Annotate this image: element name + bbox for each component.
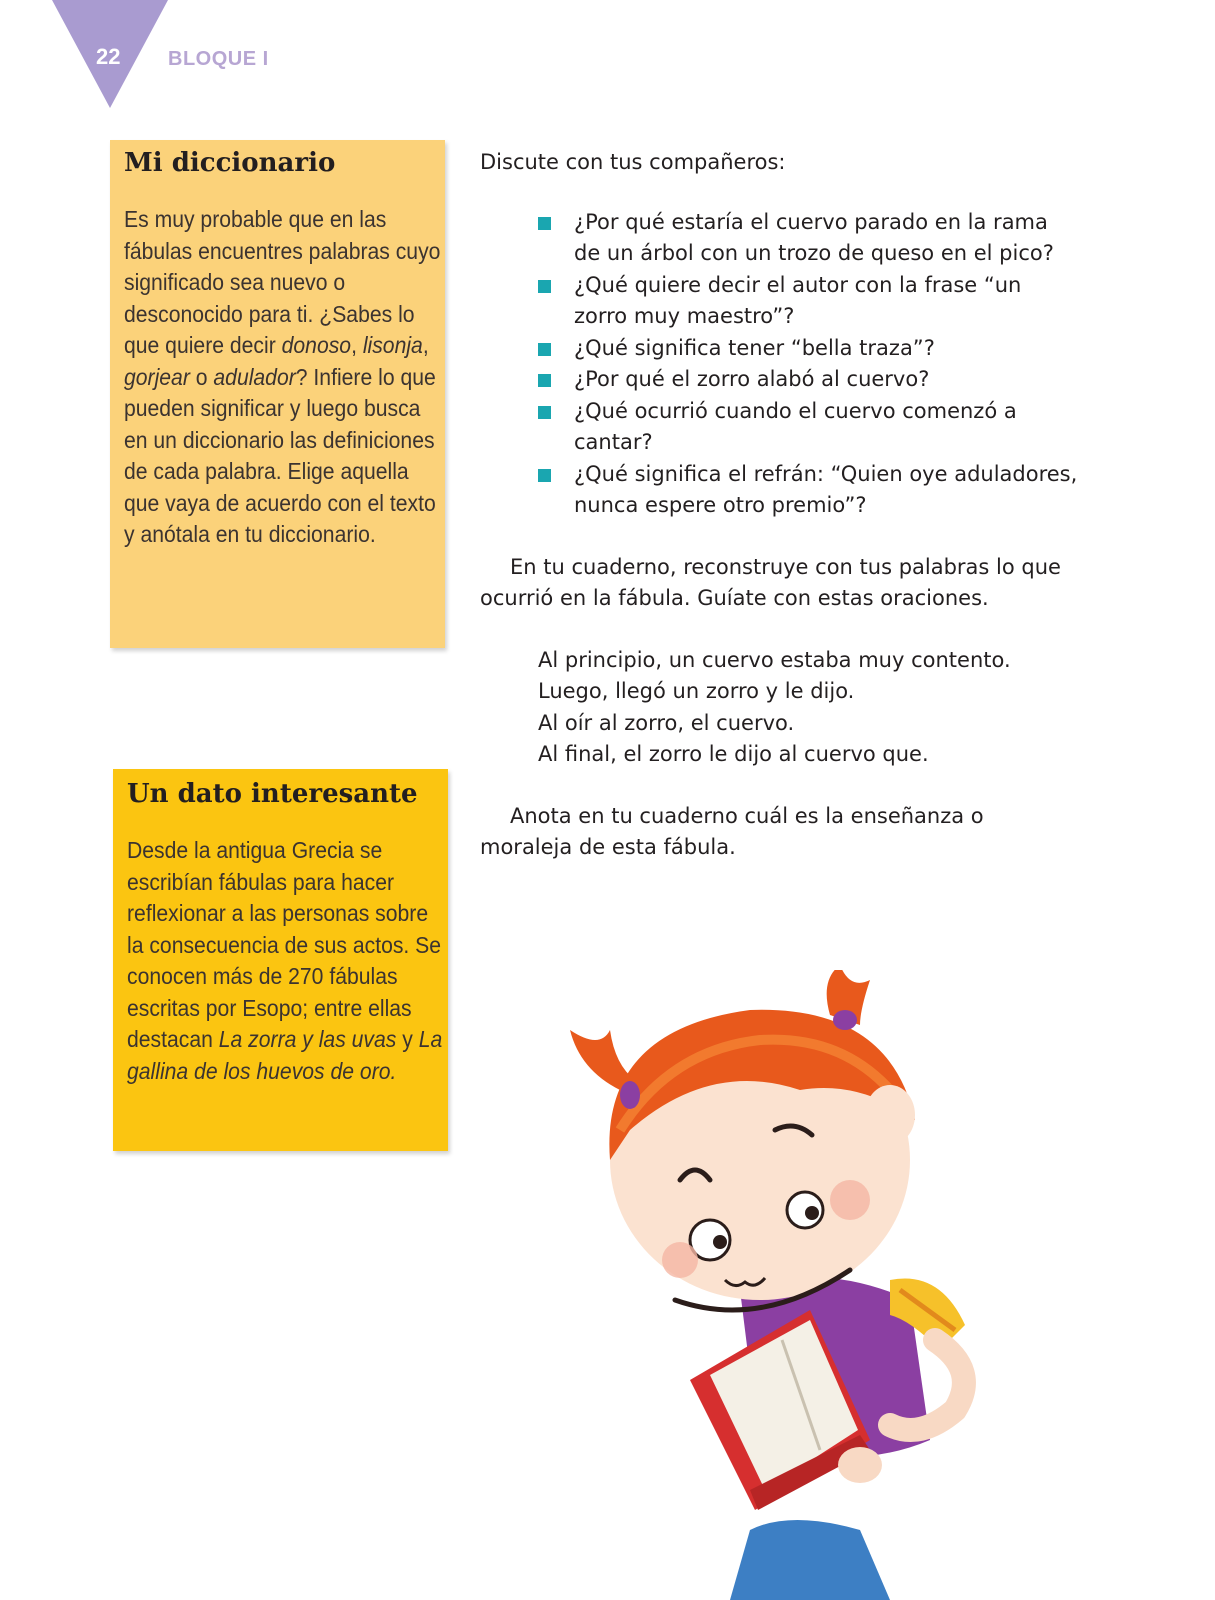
dictionary-text: Es muy probable que en las fábulas encuentres palabras cuyo significado sea nuevo o desconocido para ti. ¿Sabes lo que quiere decir donoso, lisonja, gorjear o adulador? Infiere lo que pueden significar y luego busca en un diccionario las definiciones de cada palabra. Elige aquella que vaya de acuerdo con el texto y anótala en tu diccionario. bbox=[124, 206, 441, 547]
block-label: BLOQUE I bbox=[168, 48, 269, 70]
guide-sentence: Al final, el zorro le dijo al cuervo que. bbox=[538, 742, 929, 766]
square-bullet-icon bbox=[538, 469, 551, 482]
square-bullet-icon bbox=[538, 280, 551, 293]
list-item: ¿Por qué el zorro alabó al cuervo? bbox=[536, 364, 1080, 396]
reconstruct-instruction: En tu cuaderno, reconstruye con tus palabras lo que ocurrió en la fábula. Guíate con estas oraciones. bbox=[480, 554, 1061, 610]
word-adulador: adulador bbox=[213, 363, 296, 390]
fact-text: Desde la antigua Grecia se escribían fábulas para hacer reflexionar a las personas sobre la consecuencia de sus actos. Se conocen más de 270 fábulas escritas por Esopo; entre ellas destacan La zorra y las uvas y La gallina de los huevos de oro. bbox=[127, 837, 443, 1084]
guide-sentence: Al oír al zorro, el cuervo. bbox=[538, 710, 795, 735]
square-bullet-icon bbox=[538, 217, 551, 230]
main-column bbox=[480, 147, 1080, 864]
square-bullet-icon bbox=[538, 374, 551, 387]
list-item: ¿Qué significa tener “bella traza”? bbox=[536, 333, 1080, 365]
word-donoso: donoso bbox=[281, 332, 352, 358]
page-number: 22 bbox=[96, 44, 121, 69]
guide-sentences bbox=[480, 645, 1080, 771]
list-item: ¿Qué quiere decir el autor con la frase “un zorro muy maestro”? bbox=[536, 270, 1080, 333]
moral-instruction: Anota en tu cuaderno cuál es la enseñanza o moraleja de esta fábula. bbox=[480, 803, 984, 859]
square-bullet-icon bbox=[538, 343, 551, 356]
discussion-intro: Discute con tus compañeros: bbox=[480, 150, 786, 174]
dictionary-box bbox=[110, 140, 445, 648]
list-item: ¿Qué significa el refrán: “Quien oye aduladores, nunca espere otro premio”? bbox=[536, 459, 1080, 522]
guide-sentence: Al principio, un cuervo estaba muy contento. bbox=[538, 647, 1011, 672]
girl-reading-illustration bbox=[560, 970, 1030, 1600]
interesting-fact-box bbox=[113, 769, 448, 1151]
fact-title: Un dato interesante bbox=[127, 779, 418, 809]
guide-sentence: Luego, llegó un zorro y le dijo. bbox=[538, 679, 855, 703]
word-lisonja: lisonja bbox=[362, 332, 423, 358]
fable-title-zorra: La zorra y las uvas bbox=[218, 1026, 397, 1052]
list-item: ¿Por qué estaría el cuervo parado en la rama de un árbol con un trozo de queso en el pico? bbox=[536, 207, 1080, 270]
list-item: ¿Qué ocurrió cuando el cuervo comenzó a cantar? bbox=[536, 396, 1080, 459]
question-list bbox=[480, 207, 1080, 522]
square-bullet-icon bbox=[538, 406, 551, 419]
fable-title-gallina: La gallina de los huevos de oro. bbox=[127, 1026, 443, 1084]
word-gorjear: gorjear bbox=[124, 363, 190, 390]
dictionary-title: Mi diccionario bbox=[124, 148, 336, 178]
